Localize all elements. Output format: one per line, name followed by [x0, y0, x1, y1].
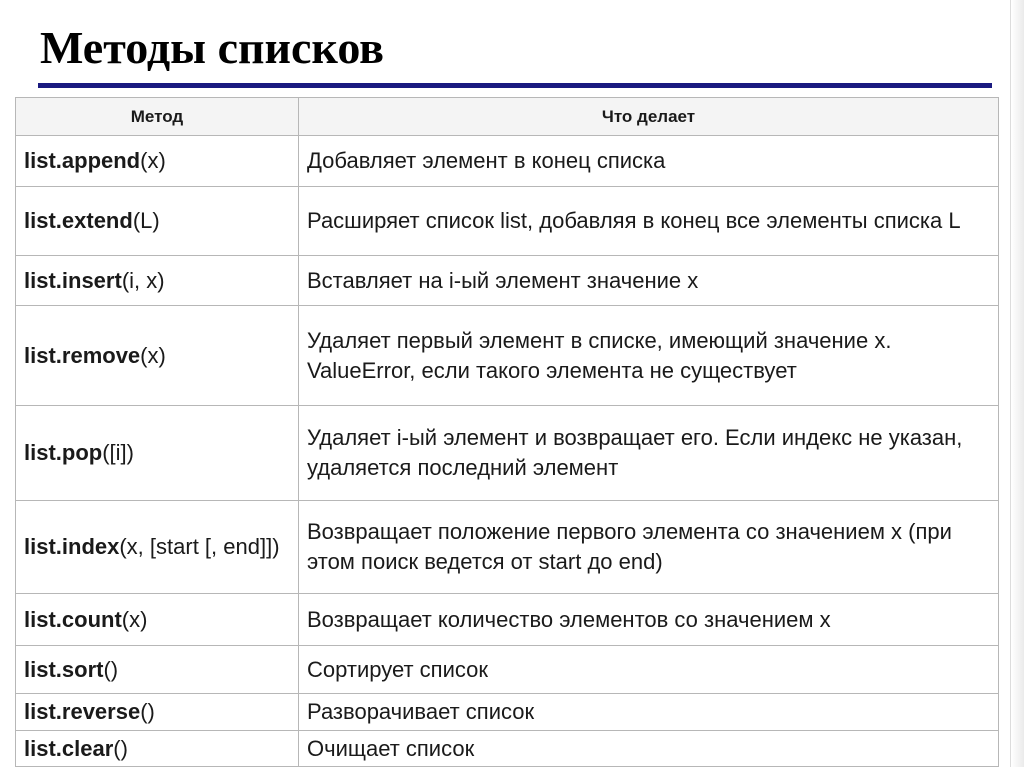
- description-cell: Удаляет первый элемент в списке, имеющий значение x. ValueError, если такого элемента не существует: [299, 306, 999, 406]
- title-underline: [38, 83, 992, 88]
- method-args: (): [140, 699, 155, 724]
- method-cell: [16, 136, 299, 187]
- description-cell: Удаляет i-ый элемент и возвращает его. Если индекс не указан, удаляется последний элемент: [299, 406, 999, 501]
- table-row: [16, 136, 999, 187]
- description-cell: Добавляет элемент в конец списка: [299, 136, 999, 187]
- list-methods-table: [15, 97, 999, 767]
- method-name: list.remove: [24, 342, 141, 368]
- method-args: ([i]): [102, 440, 134, 465]
- description-cell: Расширяет список list, добавляя в конец все элементы списка L: [299, 187, 999, 256]
- method-args: (x): [140, 148, 166, 173]
- slide-edge: [1010, 0, 1024, 767]
- method-cell: [16, 501, 299, 594]
- method-name: list.insert: [24, 267, 122, 293]
- method-name: list.pop: [24, 440, 103, 465]
- table-header-row: [16, 98, 999, 136]
- method-name: list.clear: [24, 735, 114, 761]
- method-name: list.reverse: [24, 699, 141, 724]
- description-cell: Возвращает количество элементов со значением x: [299, 594, 999, 646]
- table-row: [16, 646, 999, 694]
- description-cell: Сортирует список: [299, 646, 999, 694]
- table-row: [16, 731, 999, 767]
- description-cell: Разворачивает список: [299, 694, 999, 731]
- method-args: (): [103, 656, 119, 682]
- table-row: [16, 594, 999, 646]
- method-cell: [16, 594, 299, 646]
- method-cell: [16, 646, 299, 694]
- table-row: [16, 406, 999, 501]
- table-row: [16, 501, 999, 594]
- table-row: [16, 256, 999, 306]
- table-row: [16, 694, 999, 731]
- method-cell: [16, 694, 299, 731]
- method-cell: [16, 187, 299, 256]
- method-args: (x, [start [, end]]): [119, 534, 280, 559]
- method-name: list.append: [24, 148, 141, 173]
- method-name: list.extend: [24, 208, 133, 233]
- table-row: [16, 306, 999, 406]
- slide-title: Методы списков: [40, 22, 385, 73]
- method-name: list.index: [24, 534, 120, 559]
- method-cell: [16, 256, 299, 306]
- header-method: Метод: [16, 98, 299, 136]
- description-cell: Возвращает положение первого элемента со значением x (при этом поиск ведется от start до end): [299, 501, 999, 594]
- method-cell: [16, 306, 299, 406]
- description-cell: Очищает список: [299, 731, 999, 767]
- header-description: Что делает: [299, 98, 999, 136]
- method-args: (): [113, 735, 128, 761]
- method-args: (L): [132, 208, 160, 233]
- method-cell: [16, 406, 299, 501]
- method-args: (x): [121, 606, 148, 632]
- table-row: [16, 187, 999, 256]
- method-name: list.sort: [24, 656, 104, 682]
- method-cell: [16, 731, 299, 767]
- method-name: list.count: [24, 606, 122, 632]
- description-cell: Вставляет на i-ый элемент значение x: [299, 256, 999, 306]
- method-args: (x): [140, 342, 166, 368]
- method-args: (i, x): [121, 267, 165, 293]
